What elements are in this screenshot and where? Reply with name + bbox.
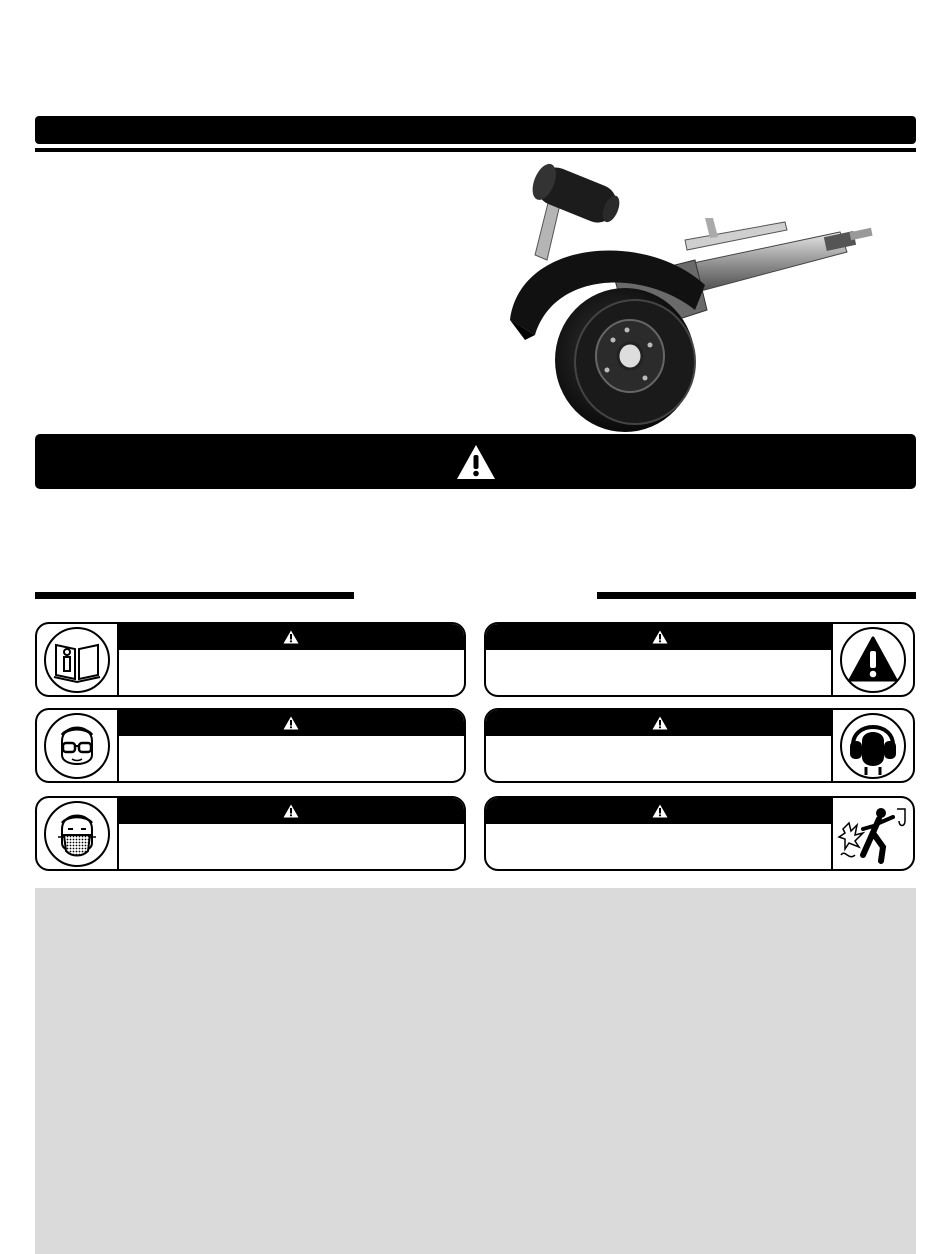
icon-cell [37, 624, 119, 695]
safety-panel-explosion-hazard [484, 796, 915, 871]
panel-header [117, 710, 464, 736]
safety-panel-read-manual [35, 622, 466, 697]
warning-triangle-icon [283, 804, 299, 818]
warning-triangle-icon [838, 625, 908, 695]
panel-header [486, 798, 833, 824]
icon-cell [37, 710, 119, 781]
warning-triangle-icon [283, 716, 299, 730]
section-rule-left [35, 592, 354, 599]
icon-cell [37, 798, 119, 869]
warning-triangle-icon [456, 444, 496, 480]
info-box [35, 888, 916, 1254]
panel-header [486, 710, 833, 736]
warning-banner [35, 434, 916, 489]
safety-glasses-icon [42, 711, 112, 781]
panel-body [486, 824, 831, 869]
warning-triangle-icon [652, 630, 668, 644]
panel-body [486, 736, 831, 781]
title-bar [35, 116, 916, 144]
icon-cell [831, 798, 913, 869]
panel-body [486, 650, 831, 695]
explosion-hazard-icon [835, 799, 911, 869]
safety-panel-eye-protection [35, 708, 466, 783]
panel-body [119, 824, 464, 869]
title-rule [35, 148, 916, 152]
panel-header [117, 624, 464, 650]
read-manual-icon [42, 625, 112, 695]
panel-body [119, 736, 464, 781]
ear-muffs-icon [838, 711, 908, 781]
tool-photo [495, 160, 880, 432]
icon-cell [831, 624, 913, 695]
safety-panel-respiratory-protection [35, 796, 466, 871]
section-rule-right [597, 592, 916, 599]
panel-body [119, 650, 464, 695]
safety-panel-hearing-protection [484, 708, 915, 783]
safety-panel-general-warning [484, 622, 915, 697]
warning-triangle-icon [652, 716, 668, 730]
warning-triangle-icon [652, 804, 668, 818]
panel-header [486, 624, 833, 650]
dust-mask-icon [42, 799, 112, 869]
icon-cell [831, 710, 913, 781]
warning-triangle-icon [283, 630, 299, 644]
panel-header [117, 798, 464, 824]
